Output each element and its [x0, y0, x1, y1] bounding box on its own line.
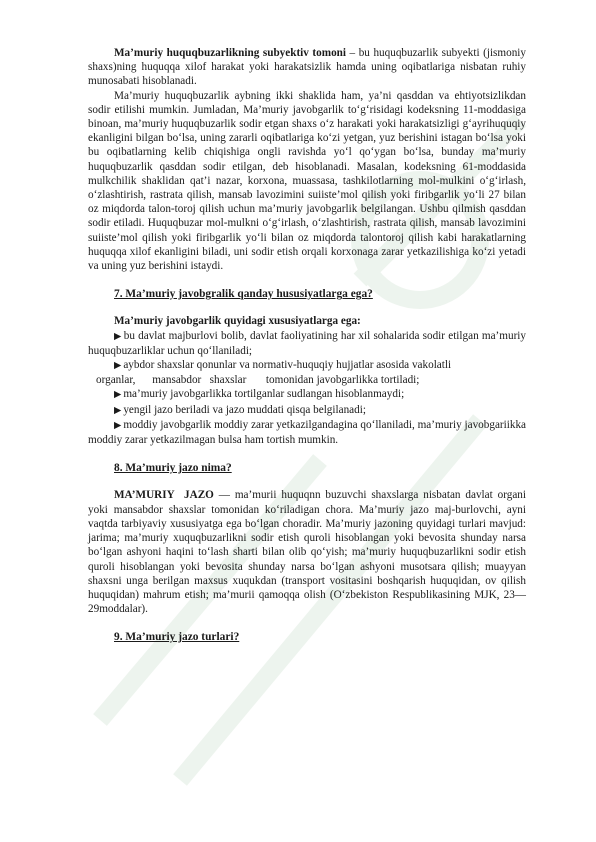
- question-7-heading: 7. Ma’muriy javobgralik qanday hususiyatlarga ega?: [114, 288, 373, 301]
- list-item-continuation: organlar, mansabdor shaxslar tomonidan javobgarlikka tortiladi;: [96, 374, 420, 387]
- question-8-heading: 8. Ma’muriy jazo nima?: [114, 462, 232, 475]
- arrow-bullet-icon: ▶: [114, 419, 122, 431]
- features-subheading: Ma’muriy javobgarlik quyidagi xususiyatlarga ega:: [114, 315, 361, 328]
- arrow-bullet-icon: ▶: [114, 389, 122, 401]
- list-item: [88, 358, 526, 373]
- list-item-text: yengil jazo beriladi va jazo muddati qisqa belgilanadi;: [123, 403, 366, 416]
- arrow-bullet-icon: ▶: [114, 360, 122, 372]
- list-item-text: bu davlat majburlovi bolib, davlat faoliyatining har xil sohalarida sodir etilgan ma’muriy huquqbuzarliklar uchun qo‘llaniladi;: [88, 329, 526, 357]
- paragraph-guilt-forms: Ma’muriy huquqbuzarlik aybning ikki shaklida ham, ya’ni qasddan va ehtiyotsizlikdan sodir etilishi mumkin. Jumladan, Ma’muriy javobgarlik to‘g‘risidagi kodeksning 11-moddasiga binoan, ma’muriy huquqbuzarlik sodir etgan shaxs o‘z harakati yoki harakatsizligi g‘ayrihuquqiy ekanligini bilgan bo‘lsa, uning zararli oqibatlariga ko‘zi yetgan, yuz berishini istagan bo‘lsa yoki bu oqibatlarning kelib chiqishiga ongli ravishda yo‘l qo‘ygan bo‘lsa, bunday ma’muriy huquqbuzarlik qasddan sodir etilgan, deb hisoblanadi. Masalan, kodeksning 61-moddasida mulkchilik shaklidan qat’i nazar, korxona, muassasa, tashkilotlarning mol-mulkini o‘g‘irlash, o‘zlashtirish, rastrata qilish, mansab lavozimini suiiste’mol qilish yoki firibgarlik yo‘li 27 bilan oz miqdorda talon-toroj qilish uchun ma’muriy javobgarlik belgilangan. Ushbu qilmish qasddan sodir etiladi. Huquqbuzar mol-mulkni o‘g‘irlash, o‘zlashtirish, rastrata qilish, mansab lavozimini suiiste’mol qilish yoki firibgarlik yo‘li bilan oz miqdorda talontoroj qilish kabi harakatlarning huquqqa xilof ekanligini biladi, uni sodir etish orqali korxonaga zarar yetkazilishiga ko‘zi yetadi va uning yuz berishini istaydi.: [88, 89, 526, 273]
- list-item: [88, 387, 526, 402]
- list-item-text: ma’muriy javobgarlikka tortilganlar sudlangan hisoblanmaydi;: [123, 388, 405, 401]
- document-page: [88, 46, 526, 658]
- arrow-bullet-icon: ▶: [114, 330, 122, 342]
- list-item: [88, 403, 526, 418]
- question-9-heading: 9. Ma’muriy jazo turlari?: [114, 631, 240, 644]
- list-item: [88, 418, 526, 447]
- list-item-text: aybdor shaxslar qonunlar va normativ-huquqiy hujjatlar asosida vakolatli: [123, 359, 452, 372]
- penalty-definition-text: — ma’murii huquqnn buzuvchi shaxslarga nisbatan davlat organi yoki mansabdor shaxslar tomonidan ko‘riladigan chora. Ma’muriy jazo maj-burlovchi, ayni vaqtda tarbiyaviy xususiyatga ega bo‘lgan choradir. Ma’muriy jazoning quyidagi turlari mavjud: jarima; ma’muriy xuquqbuzarlikni sodir etish quroli hisoblangan yoki bevosita shunday narsa bo‘lgan ashyoni haqini to‘lash sharti bilan olib qo‘yish; ma’muriy huquqbuzarlikni sodir etish quroli hisoblangan yoki bevosita shunday narsa bo‘lgan ashyoni musotsara qilish; muayyan shaxsni unga berilgan maxsus xuqukdan (transport vositasini boshqarish huquqidan, ov qilish huquqidan) mahrum etish; ma’murii qamoqqa olish (O‘zbekiston Respublikasining MJK, 23—29moddalar).: [88, 489, 526, 616]
- term-administrative-penalty: MA’MURIY JAZO: [114, 489, 214, 502]
- list-item-text: moddiy javobgarlik moddiy zarar yetkazilgandagina qo‘llaniladi, ma’muriy javobgariikka moddiy zarar yetkazilmagan bulsa ham tortish mumkin.: [88, 418, 527, 447]
- list-item: [88, 329, 526, 358]
- paragraph-subjective-side: [88, 46, 526, 89]
- term-subjective-side: Ma’muriy huquqbuzarlikning subyektiv tomoni: [114, 47, 346, 59]
- definition-text: – bu huquqbuzarlik subyekti (jismoniy shaxs)ning huquqqa xilof harakat yoki harakatsizlik hamda uning oqibatlariga nisbatan ruhiy munosabati hisoblanadi.: [88, 47, 526, 88]
- arrow-bullet-icon: ▶: [114, 404, 122, 416]
- paragraph-administrative-penalty: [88, 488, 526, 616]
